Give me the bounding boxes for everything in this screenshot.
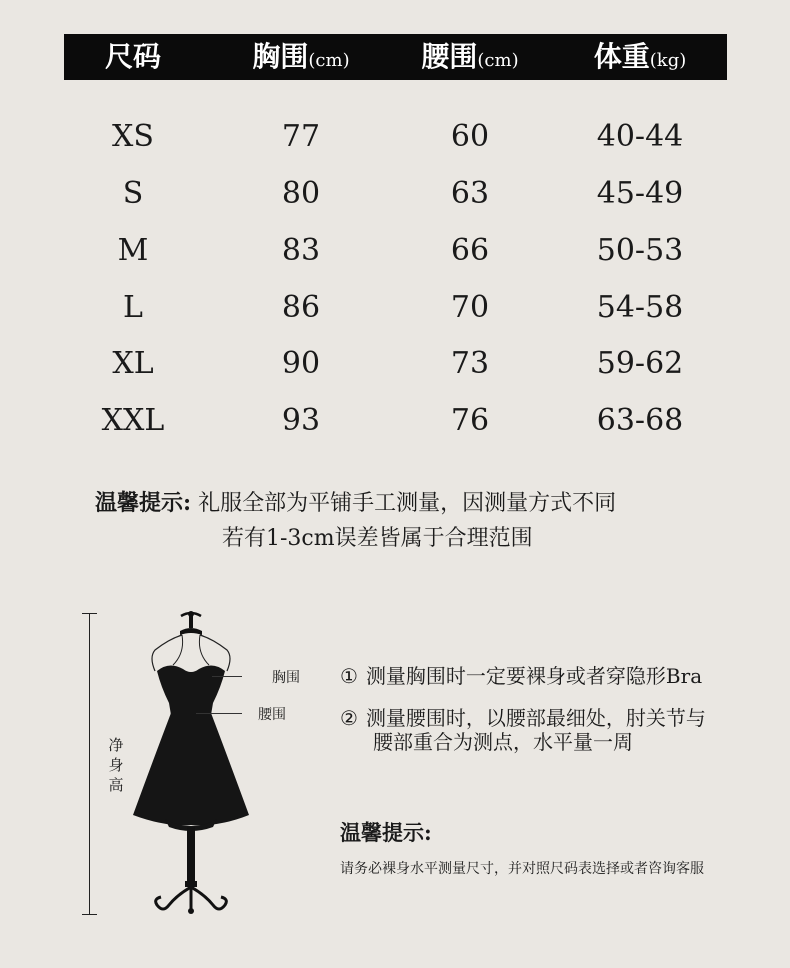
ruler-top-cap — [82, 613, 97, 614]
table-row — [0, 401, 790, 441]
cell-waist: 73 — [450, 346, 490, 381]
cell-waist: 63 — [450, 176, 490, 211]
table-row — [0, 231, 790, 271]
header-waist: 腰围(cm) — [421, 40, 519, 73]
note-waist: ② 测量腰围时，以腰部最细处，肘关节与 — [340, 706, 706, 730]
cell-weight: 59-62 — [596, 346, 684, 381]
measure-tip-line1 — [95, 486, 616, 521]
cell-bust: 90 — [281, 346, 321, 381]
cell-bust: 93 — [281, 403, 321, 438]
cell-waist: 60 — [450, 119, 490, 154]
cell-size: S — [122, 176, 144, 211]
cell-waist: 66 — [450, 233, 490, 268]
bust-pointer-line — [212, 676, 242, 677]
measure-tip-line2: 若有1-3cm误差皆属于合理范围 — [222, 526, 533, 551]
tip2-text: 请务必裸身水平测量尺寸，并对照尺码表选择或者咨询客服 — [340, 861, 704, 877]
height-ruler — [89, 613, 90, 915]
waist-label: 腰围 — [258, 707, 286, 723]
table-row — [0, 174, 790, 214]
table-row — [0, 117, 790, 157]
cell-weight: 63-68 — [596, 403, 684, 438]
cell-bust: 80 — [281, 176, 321, 211]
height-label: 净身高 — [108, 736, 124, 794]
cell-bust: 83 — [281, 233, 321, 268]
cell-weight: 40-44 — [596, 119, 684, 154]
cell-weight: 45-49 — [596, 176, 684, 211]
ruler-bottom-cap — [82, 914, 97, 915]
header-size: 尺码 — [104, 40, 162, 73]
cell-size: XL — [112, 346, 154, 381]
tip-text: 礼服全部为平铺手工测量，因测量方式不同 — [198, 491, 617, 516]
note-bust: ① 测量胸围时一定要裸身或者穿隐形Bra — [340, 664, 703, 688]
header-bust: 胸围(cm) — [252, 40, 350, 73]
cell-bust: 77 — [281, 119, 321, 154]
bust-label: 胸围 — [272, 670, 300, 686]
table-row — [0, 288, 790, 328]
cell-weight: 54-58 — [596, 290, 684, 325]
cell-size: M — [117, 233, 149, 268]
cell-waist: 70 — [450, 290, 490, 325]
cell-size: L — [123, 290, 143, 325]
cell-weight: 50-53 — [596, 233, 684, 268]
note-waist-line2: 腰部重合为测点，水平量一周 — [373, 730, 633, 754]
cell-size: XS — [112, 119, 154, 154]
cell-size: XXL — [101, 403, 165, 438]
header-weight: 体重(kg) — [593, 40, 687, 73]
tip2-label: 温馨提示: — [340, 820, 432, 845]
mannequin-icon — [125, 605, 265, 920]
tip-label: 温馨提示: — [95, 490, 192, 516]
size-table-header — [64, 34, 727, 80]
cell-waist: 76 — [450, 403, 490, 438]
table-row — [0, 344, 790, 384]
cell-bust: 86 — [281, 290, 321, 325]
waist-pointer-line — [196, 713, 242, 714]
